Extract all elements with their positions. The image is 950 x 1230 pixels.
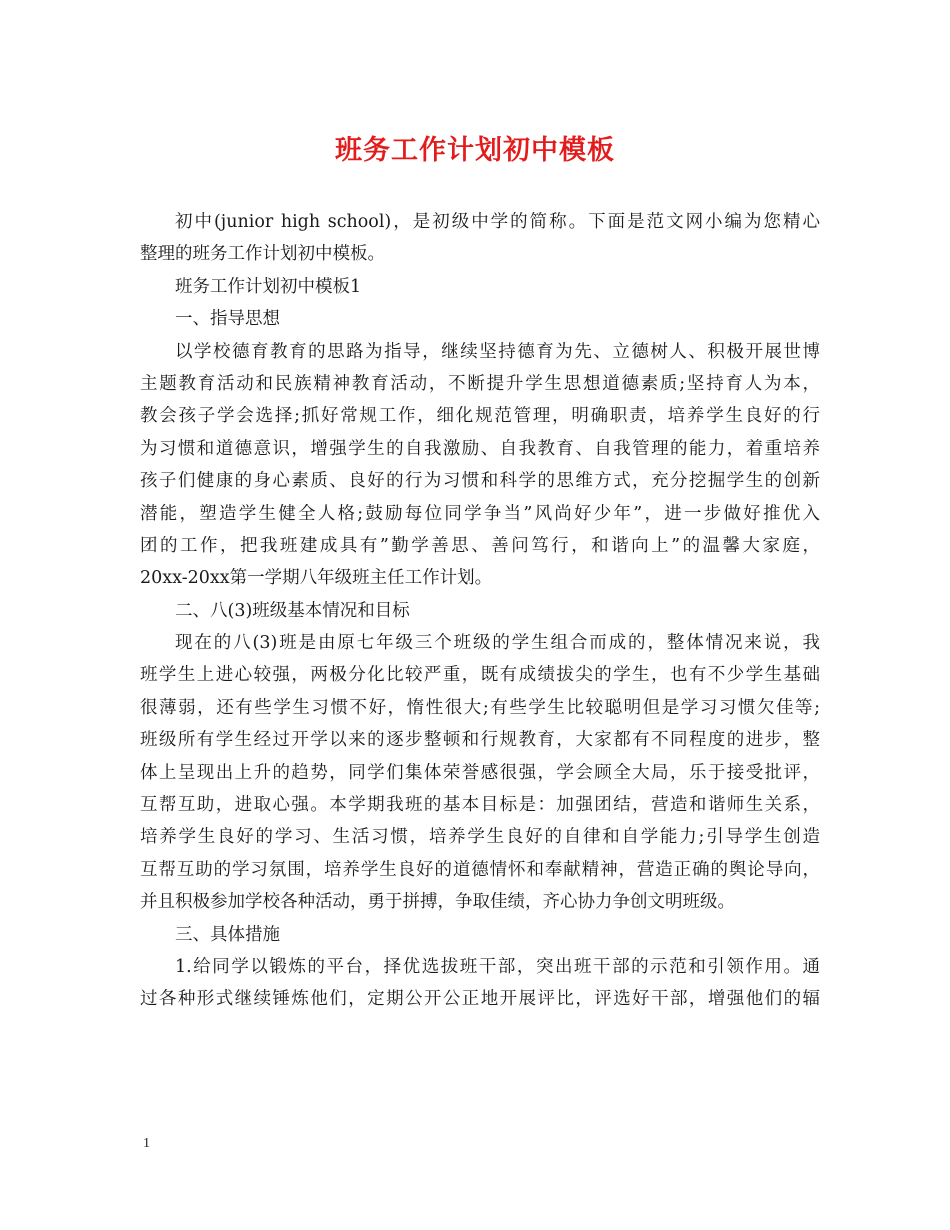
text-line: 并且积极参加学校各种活动，勇于拼搏，争取佳绩，齐心协力争创文明班级。 [140, 892, 735, 913]
text-line: 互帮互助，进取心强。本学期我班的基本目标是：加强团结，营造和谐师生关系， [140, 795, 820, 816]
text-line: 初中(junior high school)，是初级中学的简称。下面是范文网小编为您精心 [175, 212, 820, 232]
text-line: 班务工作计划初中模板1 [175, 276, 362, 297]
text-line: 教会孩子学会选择;抓好常规工作，细化规范管理，明确职责，培养学生良好的行 [140, 406, 820, 427]
text-line: 一、指导思想 [175, 309, 280, 330]
text-line: 主题教育活动和民族精神教育活动，不断提升学生思想道德素质;坚持育人为本， [140, 373, 820, 394]
text-line: 班学生上进心较强，两极分化比较严重，既有成绩拔尖的学生，也有不少学生基础 [140, 665, 820, 686]
text-line: 以学校德育教育的思路为指导，继续坚持德育为先、立德树人、积极开展世博 [175, 341, 820, 362]
text-line: 二、八(3)班级基本情况和目标 [175, 600, 410, 621]
text-line: 三、具体措施 [175, 924, 280, 945]
text-line: 孩子们健康的身心素质、良好的行为习惯和科学的思维方式，充分挖掘学生的创新 [140, 471, 820, 492]
text-line: 1.给同学以锻炼的平台，择优选拔班干部，突出班干部的示范和引领作用。通 [175, 956, 820, 977]
text-line: 整理的班务工作计划初中模板。 [140, 244, 385, 265]
text-line: 20xx-20xx第一学期八年级班主任工作计划。 [140, 568, 493, 589]
text-line: 潜能，塑造学生健全人格;鼓励每位同学争当”风尚好少年”，进一步做好推优入 [140, 503, 820, 524]
text-line: 过各种形式继续锤炼他们，定期公开公正地开展评比，评选好干部，增强他们的辐 [140, 989, 820, 1010]
text-line: 很薄弱，还有些学生习惯不好，惰性很大;有些学生比较聪明但是学习习惯欠佳等; [140, 697, 820, 718]
text-line: 为习惯和道德意识，增强学生的自我激励、自我教育、自我管理的能力，着重培养 [140, 438, 820, 459]
text-line: 团的工作，把我班建成具有”勤学善思、善问笃行，和谐向上”的温馨大家庭， [140, 535, 820, 556]
text-line: 培养学生良好的学习、生活习惯，培养学生良好的自律和自学能力;引导学生创造 [140, 827, 820, 848]
text-line: 体上呈现出上升的趋势，同学们集体荣誉感很强，学会顾全大局，乐于接受批评， [140, 762, 820, 783]
text-line: 现在的八(3)班是由原七年级三个班级的学生组合而成的，整体情况来说，我 [175, 633, 820, 654]
document-title: 班务工作计划初中模板 [335, 135, 615, 166]
document-body [140, 206, 820, 1016]
text-line: 班级所有学生经过开学以来的逐步整顿和行规教育，大家都有不同程度的进步，整 [140, 730, 820, 751]
text-line: 互帮互助的学习氛围，培养学生良好的道德情怀和奉献精神，营造正确的舆论导向， [140, 859, 820, 880]
page-number: 1 [143, 1136, 150, 1151]
